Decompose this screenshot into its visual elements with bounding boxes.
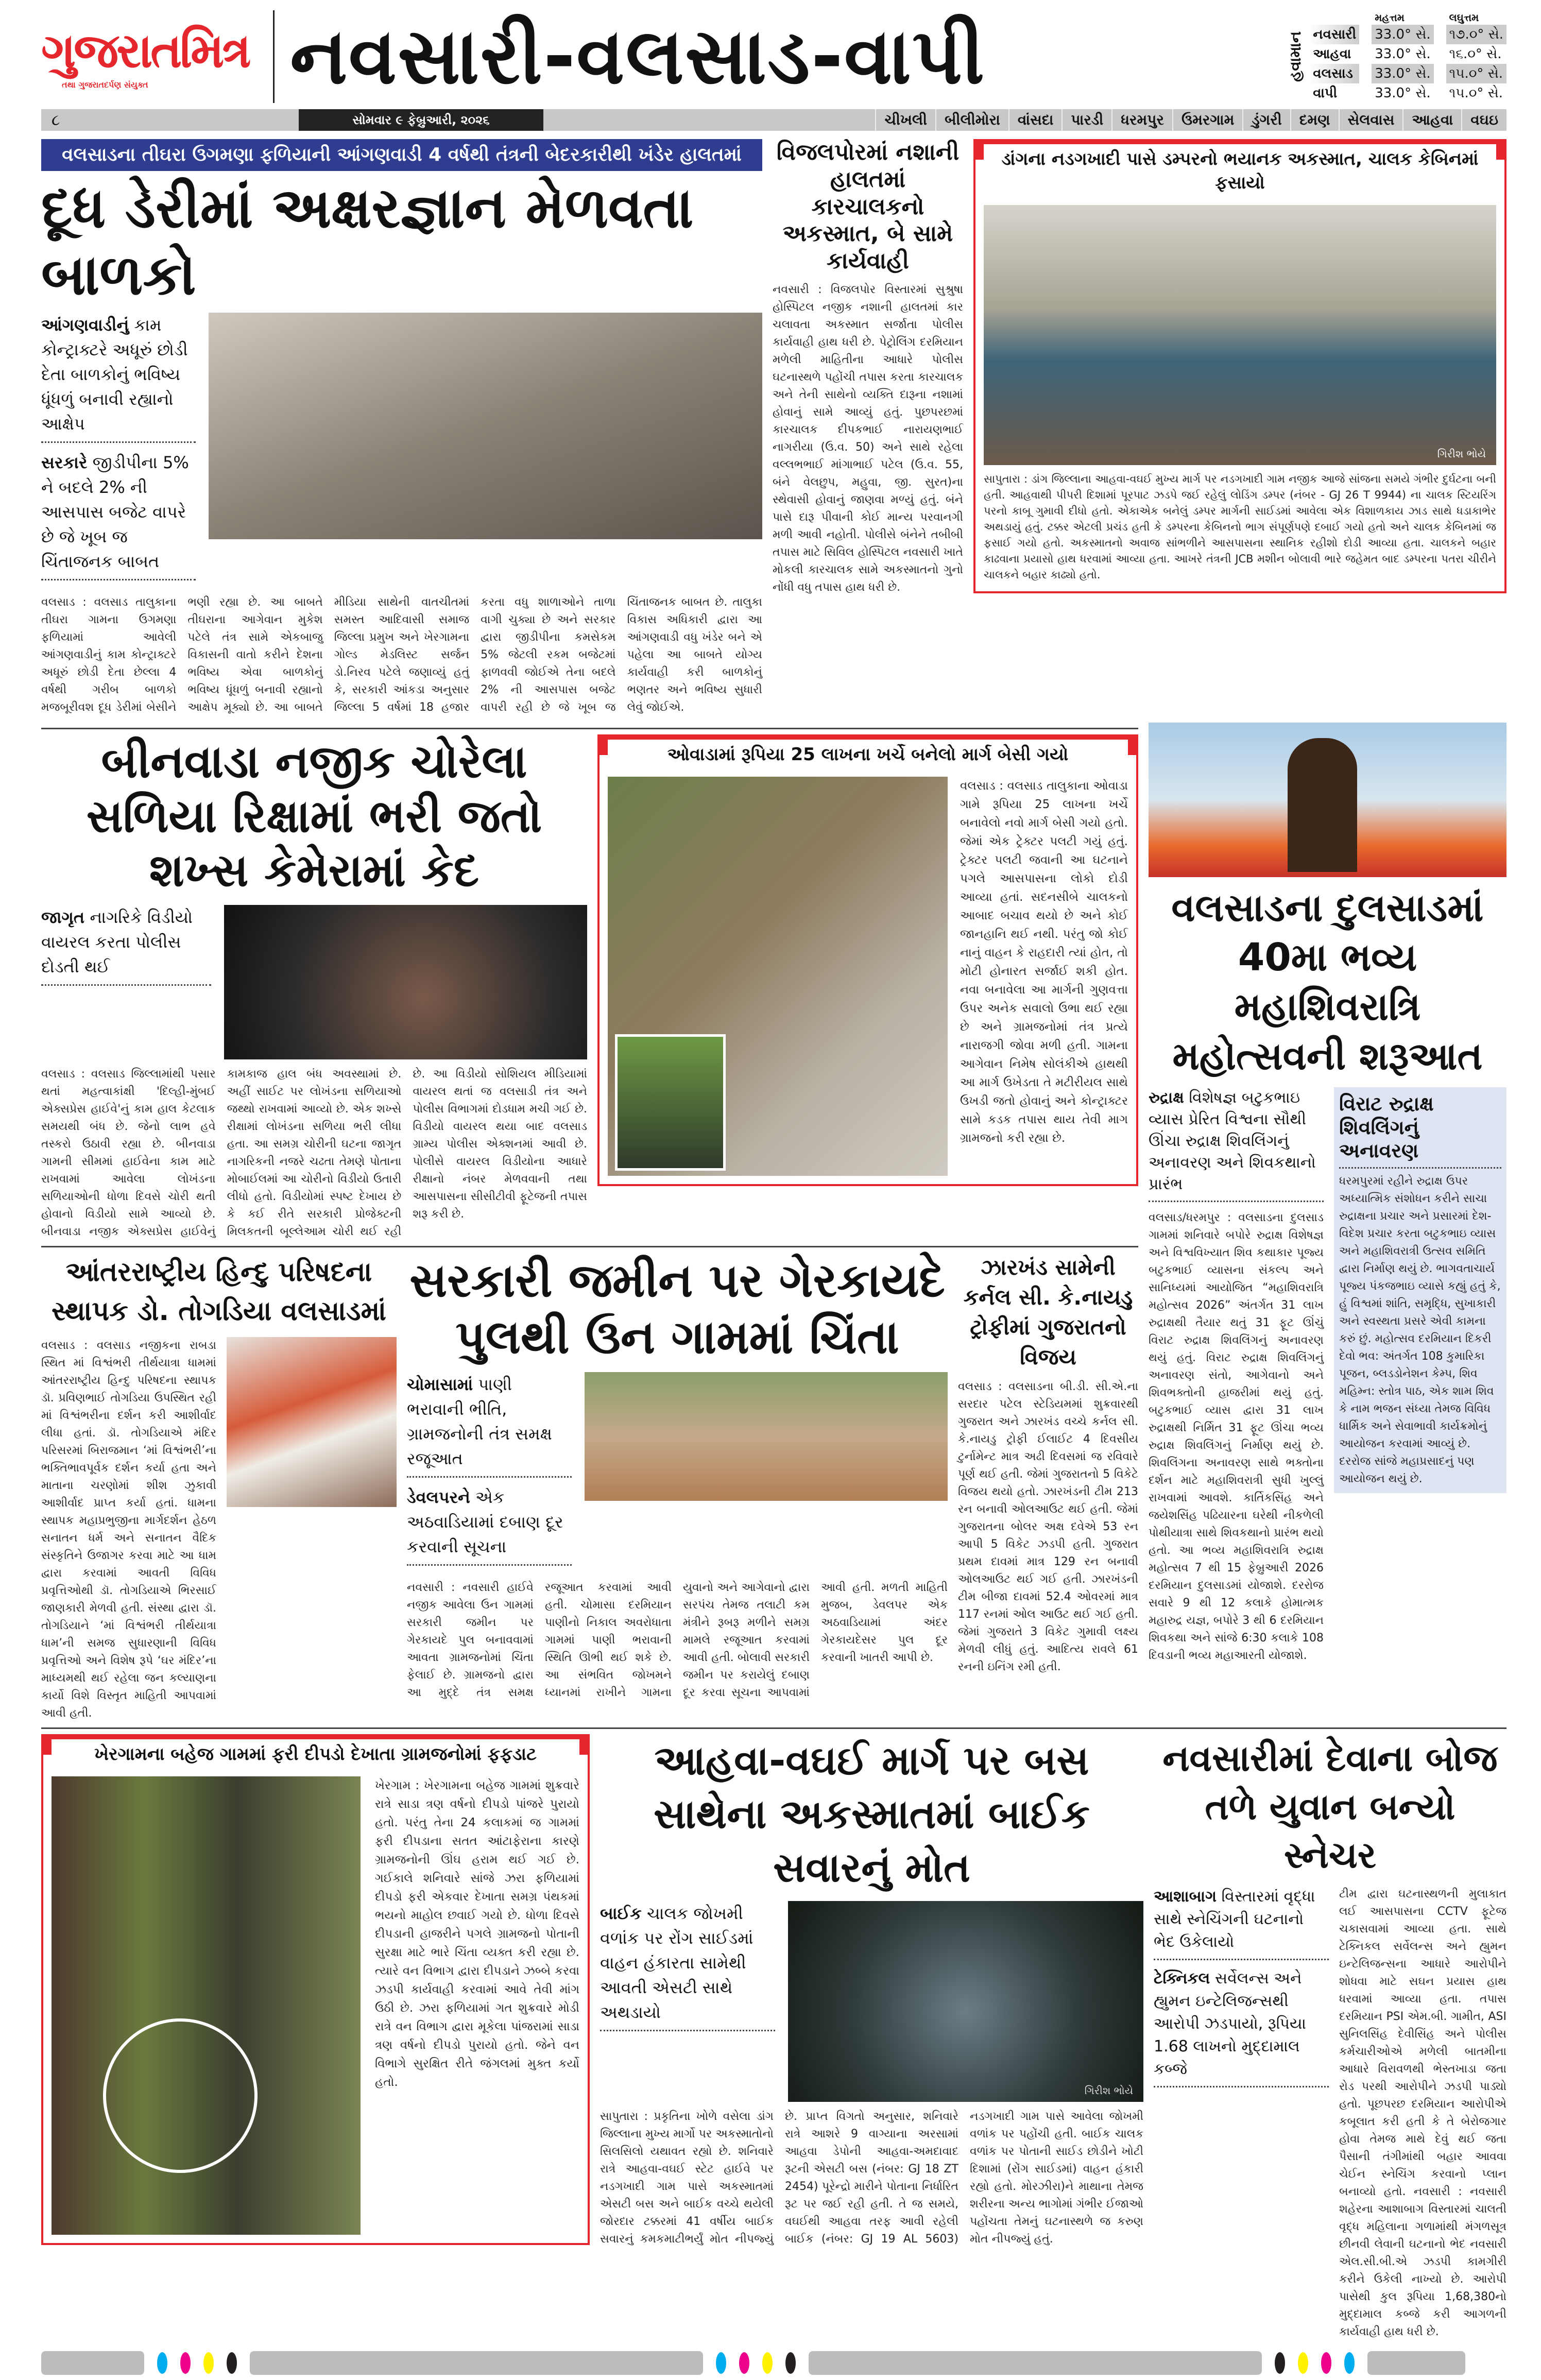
binwada-photo	[224, 905, 587, 1059]
snatcher-headline: નવસારીમાં દેવાના બોજ તળે યુવાન બન્યો સ્નેચર	[1162, 1737, 1498, 1876]
ovada-photo	[608, 777, 948, 1176]
masthead-divider	[273, 10, 275, 103]
weather-row: ૧૭.૦° સે.	[1446, 25, 1506, 44]
snatcher-subhead: આશાબાગ વિસ્તારમાં વૃદ્ધા સાથે સ્નેચિંગની ઘટનાનો ભેદ ઉકેલાયો	[1154, 1886, 1329, 1960]
place-tab: વાંસદા	[1008, 109, 1062, 131]
snatcher-body: ટીમ દ્વારા ઘટનાસ્થળની મુલાકાત લઈ આસપાસના CCTV ફૂટેજ ચકાસવામાં આવ્યા હતા. સાથે ટેક્નિકલ સર્વેલન્સ અને હ્યુમન ઇન્ટેલિજન્સના આધારે આરોપીને શોધવા માટે સઘન પ્રયાસ હાથ ધરવામાં આવ્યા હતા. તપાસ દરમિયાન PSI એમ.બી. ગામીત, ASI સુનિલસિંહ દેવીસિંહ અને પોલીસ કર્મચારીઓએ મળેલી બાતમીના આધારે વિરાવળથી ભેસ્તખાડા જતા રોડ પરથી આરોપીને ઝડપી પાડ્યો હતો. પૂછપરછ દરમિયાન આરોપીએ કબૂલાત કરી હતી કે તે બેરોજગાર હોવા તેમજ માથે દેવું થઈ જતા પૈસાની તંગીમાંથી બહાર આવવા ચેઈન સ્નેચિંગ કરવાનો પ્લાન બનાવ્યો હતો. નવસારી : નવસારી શહેરના આશાબાગ વિસ્તારમાં ચાલતી વૃદ્ધ મહિલાના ગળામાંથી મંગળસૂત્ર છીનવી લેવાની ઘટનાનો ભેદ નવસારી એલ.સી.બી.એ ઝડપી કામગીરી કરીને ઉકેલી નાખ્યો છે. આરોપી પાસેથી કુલ રૂપિયા 1,68,380નો મુદ્દામાલ કબ્જે કરી આગળની કાર્યવાહી હાથ ધરી છે.	[1339, 1887, 1506, 2338]
yellow-mark	[203, 2352, 214, 2374]
row-1	[41, 139, 1506, 716]
weather-row: 33.0° સે.	[1372, 64, 1433, 83]
togadia-photo	[227, 1337, 397, 1507]
ovada-inset-photo	[615, 1034, 726, 1171]
snatcher-story	[1154, 1734, 1506, 2341]
magenta-mark	[180, 2352, 191, 2374]
min-label: લઘુત્તમ	[1449, 11, 1479, 24]
place-tab: બીલીમોરા	[935, 109, 1008, 131]
anganwadi-body: વલસાડ : વલસાડ તાલુકાના તીઘરા ગામના ઉગમણા ફળિયામાં આવેલી આંગણવાડીનું કામ કોન્ટ્રાક્ટરે અધૂરું છોડી દેતા છેલ્લા 4 વર્ષથી ગરીબ બાળકો મજબૂરીવશ દૂધ ડેરીમાં બેસીને ભણી રહ્યા છે. આ બાબતે તીઘરાના આગેવાન મુકેશ પટેલે તંત્ર સામે એકબાજુ વિકાસની વાતો કરીને દેશના ભવિષ્ય એવા બાળકોનું ભવિષ્ય ધૂંધળું બનાવી રહ્યાનો આક્ષેપ મૂક્યો છે. આ બાબતે મીડિયા સાથેની વાતચીતમાં સમસ્ત આદિવાસી સમાજ જિલ્લા પ્રમુખ અને ખેરગામના ગોલ્ડ મેડલિસ્ટ સર્જન ડો.નિરવ પટેલે જણાવ્યું હતું કે, સરકારી આંકડા અનુસાર જિલ્લા 5 વર્ષમાં 18 હજાર કરતા વધુ શાળાઓને તાળા વાગી ચુક્યા છે અને સરકાર દ્વારા જીડીપીના કમસેકમ 5% જેટલી રકમ બજેટમાં ફાળવવી જોઈએ તેના બદલે 2% ની આસપાસ બજેટ વાપરી રહી છે જે ખૂબ જ ચિંતાજનક બાબત છે. તાલુકા વિકાસ અધિકારી દ્વારા આ આંગણવાડી વધુ ખંડેર બને એ પહેલા આ બાબતે યોગ્ય કાર્યવાહી કરી બાળકોનું ભણતર અને ભવિષ્ય સુધારી લેવું જોઈએ.	[41, 596, 762, 714]
weather-row: 33.0° સે.	[1372, 25, 1433, 44]
vijalpor-body: નવસારી : વિજલપોર વિસ્તારમાં સુશ્રુષા હોસ્પિટલ નજીક નશાની હાલતમાં કાર ચલાવતા અકસ્માત સર્જાતા પોલીસ કાર્યવાહી હાથ ધરી છે. પેટ્રોલિંગ દરમિયાન મળેલી માહિતીના આધારે પોલીસ ઘટનાસ્થળે પહોંચી તપાસ કરતા કારચાલક અને તેની સાથેનો વ્યક્તિ દારૂના નશામાં હોવાનું સામે આવ્યું હતું. પુછપરછમાં કારચાલક દીપકભાઈ નારાયણભાઈ નાગરીયા (ઉ.વ. 50) અને સાથે રહેલા વલ્લભભાઈ માંગાભાઈ પટેલ (ઉ.વ. 55, બંને વેલછુપ, મહુવા, જી. સુરત)ના સ્થેવાસી હોવાનું જાણવા મળ્યું હતું. બંને પાસે દારૂ પીવાની કોઈ માન્ય પરવાનગી મળી આવી નહોતી. પોલીસે બંનેને તબીબી તપાસ માટે સિવિલ હોસ્પિટલ નવસારી ખાતે મોકલી કારચાલક સામે અકસ્માતનો ગુનો નોંધી વધુ તપાસ હાથ ધરી છે.	[773, 283, 963, 594]
photo-credit: ગિરીશ ભોયે	[1084, 2084, 1133, 2097]
sidebar-title: વિરાટ રુદ્રાક્ષ શિવલિંગનું અનાવરણ	[1339, 1092, 1501, 1169]
weather-row: ૧૫.૦° સે.	[1446, 64, 1506, 83]
shivratri-sidebar-box	[1334, 1087, 1506, 1493]
weather-row: 33.0° સે.	[1375, 46, 1431, 62]
sarkari-body: નવસારી : નવસારી હાઈવે નજીક આવેલા ઉન ગામમાં સરકારી જમીન પર ગેરકાયદે પુલ બનાવવામાં આવતા ગ્રામજનોમાં ચિંતા ફેલાઈ છે. ગ્રામજનો દ્વારા આ મુદ્દે તંત્ર સમક્ષ રજૂઆત કરવામાં આવી હતી. ચોમાસા દરમિયાન પાણીનો નિકાલ અવરોધાતા ગામમાં પાણી ભરાવાની સ્થિતિ ઊભી થઈ શકે છે. આ સંભવિત જોખમને ધ્યાનમાં રાખીને ગામના યુવાનો અને આગેવાનો દ્વારા સરપંચ તેમજ તલાટી કમ મંત્રીને રૂબરૂ મળીને સમગ્ર મામલે રજૂઆત કરવામાં આવી હતી. બોલાવી સરકારી જમીન પર કરાયેલું દબાણ દૂર કરવા સૂચના આપવામાં આવી હતી. મળતી માહિતી મુજબ, ડેવલપર એક અઠવાડિયામાં અંદર ગેરકાયદેસર પુલ દૂર કરવાની ખાતરી આપી છે.	[407, 1581, 948, 1699]
edition-title: નવસારી-વલસાડ-વાપી	[290, 11, 986, 101]
place-tab: આહવા	[1402, 109, 1461, 131]
divider	[41, 728, 1138, 729]
togadia-headline: આંતરરાષ્ટ્રીય હિન્દુ પરિષદના સ્થાપક ડો. તોગડિયા વલસાડમાં	[51, 1256, 387, 1327]
yellow-mark	[1298, 2352, 1308, 2374]
binwada-body: વલસાડ : વલસાડ જિલ્લામાંથી પસાર થતાં મહત્વાકાંક્ષી 'દિલ્હી-મુંબઈ એક્સપ્રેસ હાઈવે'નું કામ હાલ કેટલાક સમયથી બંધ છે. જેનો લાભ હવે તસ્કરો ઉઠાવી રહ્યા છે. બીનવાડા ગામની સીમમાં હાઈવેના કામ માટે રાખવામાં આવેલા લોખંડના સળિયાઓની ધોળા દિવસે ચોરી થતી હોવાનો વિડીયો સામે આવ્યો છે. બીનવાડા નજીક એક્સપ્રેસ હાઈવેનું કામકાજ હાલ બંધ અવસ્થામાં છે. અહીં સાઈટ પર લોખંડના સળિયાઓ જથ્થો રાખવામાં આવ્યો છે. એક શખ્સે રીક્ષામાં લોખંડના સળિયા ભરી લીધા હતા. આ સમગ્ર ચોરીની ઘટના જાગૃત નાગરિકની નજરે ચઢતા તેમણે પોતાના મોબાઈલમાં આ ચોરીનો વિડીયો ઉતારી લીધો હતો. વિડીયોમાં સ્પષ્ટ દેખાય છે કે કઈ રીતે સરકારી પ્રોજેક્ટની મિલકતની બૂલ્લેઆમ ચોરી થઈ રહી છે. આ વિડીયો સોશિયલ મીડિયામાં વાયરલ થતાં જ વલસાડી તંત્ર અને પોલીસ વિભાગમાં દોડધામ મચી ગઈ છે. વિડીયો વાયરલ થયા બાદ વલસાડ ગ્રામ્ય પોલીસ એક્શનમાં આવી છે. પોલીસે વાયરલ વિડીયોના આધારે રીક્ષાનો નંબર મેળવવાની તથા આસપાસના સીસીટીવી ફૂટેજની તપાસ શરૂ કરી છે.	[41, 1067, 587, 1238]
weather-row: વાપી	[1313, 85, 1338, 101]
jharkhand-body: વલસાડ : વલસાડના બી.ડી. સી.એ.ના સરદાર પટેલ સ્ટેડિયમમાં શુક્રવારથી ગુજરાત અને ઝારખંડ વચ્ચે કર્નલ સી. કે.નાયડુ ટ્રોફી ઈલાઈટ 4 દિવસીય ટુર્નામેન્ટ માત્ર અઢી દિવસમાં જ રવિવારે પૂર્ણ થઈ હતી. જેમાં ગુજરાતનો 5 વિકેટે વિજય થયો હતો. ઝારખંડની ટીમ 213 રન બનાવી ઓલઆઉટ થઈ હતી. જેમાં ગુજરાતના બોલર અક્ષ દવેએ 53 રન આપી 5 વિકેટ ઝડપી હતી. ગુજરાત પ્રથમ દાવમાં માત્ર 129 રન બનાવી ઓલઆઉટ થઈ ગઈ હતી. ઝારખંડની ટીમ બીજા દાવમાં 52.4 ઓવરમાં માત્ર 117 રનમાં ઓલ આઉટ થઈ ગઈ હતી. જેમાં ગુજરાતે 3 વિકેટ ગુમાવી લક્ષ્ય મેળવી લીધું હતું. આદિત્ય રાવલે 61 રનની ઇનિંગ રમી હતી.	[958, 1380, 1138, 1673]
shivratri-subhead: રુદ્રાક્ષ વિશેષજ્ઞ બટુકભાઇ વ્યાસ પ્રેરિત વિશ્વના સૌથી ઊંચા રુદ્રાક્ષ શિવલિંગનું અનાવરણ અને શિવકથાનો પ્રારંભ	[1149, 1087, 1324, 1202]
binwada-story	[41, 734, 587, 1241]
ahwa-headline: આહવા-વઘઈ માર્ગ પર બસ સાથેના અકસ્માતમાં બાઈક સવારનું મોત	[654, 1737, 1090, 1891]
photo-credit: ગિરીશ ભોયે	[1437, 448, 1486, 460]
place-tab: ડુંગરી	[1242, 109, 1290, 131]
shivratri-story	[1149, 723, 1506, 1665]
yellow-mark	[762, 2352, 773, 2374]
black-mark	[1275, 2352, 1285, 2374]
masthead	[41, 10, 1506, 103]
weather-row: વલસાડ	[1310, 64, 1359, 83]
leopard-photo	[52, 1776, 361, 2235]
place-tab: દમણ	[1290, 109, 1339, 131]
registration-bar	[41, 2351, 144, 2375]
cyan-mark	[157, 2352, 167, 2374]
highlight-circle	[103, 2018, 258, 2173]
dumper-story-box	[973, 139, 1506, 593]
newspaper-logo: ગુજરાતમિત્ર તથા ગુજરાતદર્પણ સંયુક્ત	[41, 23, 249, 90]
registration-bar	[250, 2351, 703, 2375]
ovada-body: વલસાડ : વલસાડ તાલુકાના ઓવાડા ગામે રૂપિયા 25 લાખના ખર્ચે બનાવેલો નવો માર્ગ બેસી ગયો હતો. જેમાં એક ટ્રેક્ટર પલટી ગયું હતું. ટ્રેક્ટર પલટી જવાની આ ઘટનાને પગલે આસપાસના લોકો દોડી આવ્યા હતાં. સદનસીબે ચાલકનો આબાદ બચાવ થયો છે અને કોઈ જાનહાનિ થઈ નથી. પરંતુ જો કોઈ નાનું વાહન કે રાહદારી ત્યાં હોત, તો મોટી હોનારત સર્જાઈ શકી હોત. નવા બનાવેલા આ માર્ગની ગુણવત્તા ઉપર અનેક સવાલો ઉભા થઈ રહ્યા છે અને ગ્રામજનોમાં તંત્ર પ્રત્યે નારાજગી જોવા મળી હતી. ગામના આગેવાન નિમેષ સોલંકીએ હાથથી આ માર્ગ ઉખેડતા તે મટીરીયલ સાથે ઉખડી જતો હોવાનું અને કોન્ટ્રાક્ટર સામે કડક તપાસ થાય તેવી માગ ગ્રામજનો કરી રહ્યા છે.	[960, 779, 1128, 1145]
page-number: ૮	[52, 111, 60, 129]
sarkari-subhead: ડેવલપરને એક અઠવાડિયામાં દબાણ દૂર કરવાની સૂચના	[407, 1485, 572, 1566]
registration-strip	[41, 2351, 1506, 2375]
place-tab: ચીખલી	[875, 109, 935, 131]
cyan-mark	[716, 2352, 726, 2374]
anganwadi-subhead: આંગણવાડીનું કામ કોન્ટ્રાક્ટરે અધૂરું છોડી દેતા બાળકોનું ભવિષ્ય ધૂંધળું બનાવી રહ્યાનો આક્ષેપ	[41, 313, 196, 443]
row-2	[41, 734, 1138, 1241]
place-list	[543, 109, 1506, 131]
anganwadi-kicker: વલસાડના તીઘરા ઉગમણા ફળિયાની આંગણવાડી 4 વર્ષથી તંત્રની બેદરકારીથી ખંડેર હાલતમાં	[41, 139, 762, 171]
anganwadi-photo	[209, 313, 762, 539]
binwada-subhead: જાગૃત નાગરિકે વિડીયો વાયરલ કરતા પોલીસ દોડતી થઈ	[41, 905, 211, 986]
divider	[41, 1246, 1138, 1247]
leopard-body: ખેરગામ : ખેરગામના બહેજ ગામમાં શુક્રવારે રાત્રે સાડા ત્રણ વર્ષનો દીપડો પાંજરે પુરાયો હતો. પરંતુ તેના 24 કલાકમાં જ ગામમાં ફરી દીપડાના સતત આંટાફેરાના કારણે ગ્રામજનોની ઊંઘ હરામ થઈ ગઈ છે. ગઈકાલે શનિવારે સાંજે ઝરા ફળિયામાં દીપડો ફરી એકવાર દેખાતા સમગ્ર પંથકમાં ભયનો માહોલ છવાઈ ગયો છે. ધોળા દિવસે દીપડાની હાજરીને પગલે ગ્રામજનો પોતાની સુરક્ષા માટે ભારે ચિંતા વ્યક્ત કરી રહ્યા છે. ત્યારે વન વિભાગ દ્વારા દીપડાને ઝબ્બે કરવા ઝડપી કાર્યવાહી કરવામાં આવે તેવી માંગ ઉઠી છે. ઝરા ફળિયામાં ગત શુક્રવારે મોડી રાત્રે વન વિભાગ દ્વારા મૂકેલા પાંજરામાં સાડા ત્રણ વર્ષનો દીપડો પુરાયો હતો. જેને વન વિભાગે સુરક્ષિત રીતે જંગલમાં મુક્ત કર્યો હતો.	[375, 1778, 579, 2089]
sarkari-headline: સરકારી જમીન પર ગેરકાયદે પુલથી ઉન ગામમાં ચિંતા	[409, 1253, 945, 1364]
weather-row: ૧૫.૦° સે.	[1449, 85, 1503, 101]
togadia-body: વલસાડ : વલસાડ નજીકના રાબડા સ્થિત માં વિશ્વંભરી તીર્થયાત્રા ધામમાં આંતરરાષ્ટ્રીય હિન્દુ પરિષદના સ્થાપક ડૉ. પ્રવિણભાઈ તોગડિયા ઉપસ્થિત રહી માં વિશ્વંભરીના દર્શન કરી આશીર્વાદ લીધા હતાં. ડૉ. તોગડિયાએ મંદિર પરિસરમાં બિરાજમાન ‘માં વિશ્વંભરી’ના ભક્તિભાવપૂર્વક દર્શન કર્યા હતા અને માતાના ચરણોમાં શીશ ઝુકાવી આશીર્વાદ પ્રાપ્ત કર્યા હતાં. ધામના સ્થાપક મહાપ્રભુજીના માર્ગદર્શન હેઠળ સનાતન ધર્મ અને સનાતન વૈદિક સંસ્કૃતિને ઉજાગર કરવા માટે આ ધામ દ્વારા કરવામાં આવતી વિવિધ પ્રવૃત્તિઓથી ડૉ. તોગડિયાએ ભિરસાઈ જાણકારી મેળવી હતી. સંસ્થા દ્વારા ડૉ. તોગડિયાને ‘માં વિશ્વંભરી તીર્થયાત્રા ધામ’ની સમજ સુધારણાની વિવિધ પ્રવૃત્તિઓ અને વિશેષ રૂપે ‘ઘર મંદિર’ના માધ્યમથી થઈ રહેલા જન કલ્યાણના કાર્યો વિશે વિસ્તૃત માહિતી આપવામાં આવી હતી.	[41, 1339, 216, 1720]
weather-row: નવસારી	[1310, 25, 1359, 44]
anganwadi-subhead: સરકારે જીડીપીના 5% ને બદલે 2% ની આસપાસ બજેટ વાપરે છે જે ખૂબ જ ચિંતાજનક બાબત	[41, 450, 196, 580]
ahwa-body: સાપુતારા : પ્રકૃતિના ખોળે વસેલા ડાંગ જિલ્લાના મુખ્ય માર્ગો પર અકસ્માતોનો સિલસિલો યથાવત રહ્યો છે. શનિવારે રાત્રે આહવા-વઘઈ સ્ટેટ હાઈવે પર નડગખાદી ગામ પાસે અકસ્માતમાં એસટી બસ અને બાઈક વચ્ચે થયેલી જોરદાર ટક્કરમાં 41 વર્ષીય બાઈક સવારનું કમકમાટીભર્યું મોત નીપજ્યું છે. પ્રાપ્ત વિગતો અનુસાર, શનિવારે રાત્રે આશરે 9 વાગ્યાના અરસામાં આહવા ડેપોની આહવા-અમદાવાદ રૂટની એસટી બસ (નંબર: GJ 18 ZT 2454) પૂરેન્દ્રો મારીને પોતાના નિર્ધારિત રૂટ પર જઈ રહી હતી. તે જ સમયે, વઘઈથી આહવા તરફ આવી રહેલી બાઈક (નંબર: GJ 19 AL 5603) નડગખાદી ગામ પાસે આવેલા જોખમી વળાંક પર પહોંચી હતી. બાઈક ચાલક વળાંક પર પોતાની સાઈડ છોડીને ખોટી દિશામાં (રોંગ સાઈડમાં) વાહન હંકારી રહ્યો હતો. મોરઝીરા)ને માથાના તેમજ શરીરના અન્ય ભાગોમાં ગંભીર ઈજાઓ પહોંચતા તેમનું ઘટનાસ્થળે જ કરુણ મોત નીપજ્યું હતું.	[600, 2110, 1143, 2246]
shivratri-body: વલસાડ/ધરમપુર : વલસાડના દુલસાડ ગામમાં શનિવારે બપોરે રુદ્રાક્ષ વિશેષજ્ઞ અને વિશ્વવિખ્યાત શિવ કથાકાર પૂજ્ય બટુકભાઈ વ્યાસના સંકલ્પ અને સાનિધ્યમાં આયોજિત “મહાશિવરાત્રિ મહોત્સવ 2026” અંતર્ગત 31 લાખ રુદ્રાક્ષથી તૈયાર થતું 31 ફૂટ ઊંચું વિરાટ રુદ્રાક્ષ શિવલિંગનું અનાવરણ થયું હતું. વિરાટ રુદ્રાક્ષ શિવલિંગનું અનાવરણ સંતો, આગેવાનો અને શિવભક્તોની હાજરીમાં થયું હતું. બટુકભાઈ વ્યાસ દ્વારા 31 લાખ રુદ્રાક્ષથી નિર્મિત 31 ફૂટ ઊંચા ભવ્ય રુદ્રાક્ષ શિવલિંગનું નિર્માણ થયું છે. શિવલિંગના અનાવરણ સાથે ભક્તોના દર્શન માટે મહાશિવરાત્રી સુધી ખુલ્લું રાખવામાં આવશે. કાર્તિકસિંહ અને જયેશસિંહ પઢિયારના ઘરેથી નીકળેલી પોથીયાત્રા સાથે શિવકથાનો પ્રારંભ થયો હતો. આ ભવ્ય મહાશિવરાત્રિ રુદ્રાક્ષ મહોત્સવ 7 થી 15 ફેબ્રુઆરી 2026 દરમિયાન દુલસાડમાં યોજાશે. દરરોજ સવારે 9 થી 12 કલાકે હોમાત્મક મહારુદ્ર યજ્ઞ, બપોરે 3 થી 6 દરમિયાન શિવકથા અને સાંજે 6:30 કલાકે 108 દિવડાની ભવ્ય મહાઆરતી યોજાશે.	[1149, 1211, 1324, 1663]
togadia-story	[41, 1253, 397, 1722]
weather-box	[1287, 10, 1506, 103]
place-tab: ઉમરગામ	[1172, 109, 1242, 131]
registration-bar	[809, 2351, 1262, 2375]
place-tab: ધરમપુર	[1111, 109, 1172, 131]
magenta-mark	[1321, 2352, 1331, 2374]
anganwadi-story	[41, 139, 762, 716]
leopard-headline: ખેરગામના બહેજ ગામમાં ફરી દીપડો દેખાતા ગ્રામજનોમાં ફફડાટ	[52, 1739, 579, 1769]
weather-row: 33.0° સે.	[1375, 85, 1431, 101]
binwada-headline: બીનવાડા નજીક ચોરેલા સળિયા રિક્ષામાં ભરી જતો શખ્સ કેમેરામાં કેદ	[86, 735, 542, 897]
vijalpor-story	[773, 139, 963, 596]
sidebar-body: ધરમપુરમાં રહીને રુદ્રાક્ષ ઉપર અધ્યાત્મિક સંશોધન કરીને સાચા રુદ્રાક્ષના પ્રચાર અને પ્રસારમાં દેશ-વિદેશ પ્રચાર કરતા બટુકભાઇ વ્યાસ અને મહાશિવરાત્રી ઉત્સવ સમિતિ દ્વારા નિર્માણ થયું છે. ભાગવતાચાર્ય પૂજ્ય પંકજભાઇ વ્યાસે કહ્યું હતું કે, હું વિશ્વમાં શાંતિ, સમૃદ્ધિ, સુખાકારી અને સ્વસ્થતા પ્રસરે એવી કામના કરું છું. મહોત્સવ દરમિયાન દિકરી દેવો ભવ: અંતર્ગત 108 કુમારિકા પૂજન, બ્લડડોનેશન કેમ્પ, શિવ મહિમ્ન: સ્તોત્ર પાઠ, એક શામ શિવ કે નામ ભજન સંધ્યા તેમજ વિવિધ ધાર્મિક અને સેવાભાવી કાર્યક્રમોનું આયોજન કરવામાં આવ્યું છે. દરરોજ સાંજે મહાપ્રસાદનું પણ આયોજન થયું છે.	[1339, 1174, 1501, 1485]
section-bar	[41, 109, 1506, 131]
issue-date: સોમવાર ૯ ફેબ્રુઆરી, ૨૦૨૬	[299, 109, 543, 131]
ahwa-subhead: બાઈક ચાલક જોખમી વળાંક પર રોંગ સાઈડમાં વાહન હંકારતા સામેથી આવતી એસટી સાથે અથડાયો	[600, 1901, 775, 2031]
row-4	[41, 1734, 1506, 2341]
max-label: મહત્તમ	[1375, 11, 1405, 24]
sarkari-story	[407, 1253, 948, 1702]
dumper-body: સાપુતારા : ડાંગ જિલ્લાના આહવા-વઘઈ મુખ્ય માર્ગ પર નડગખાદી ગામ નજીક આજે સાંજના સમયે ગંભીર દુર્ઘટના બની હતી. આહવાથી પીપરી દિશામાં પૂરપાટ ઝડપે જઈ રહેલું લોડિંગ ડમ્પર (નંબર - GJ 26 T 9944) ના ચાલક સ્ટિયરિંગ પરનો કાબૂ ગુમાવી દીધો હતો. એકાએક બનેલું ડમ્પર માર્ગની સાઈડમાં આવેલા એક વિશાળકાય ઝાડ સાથે ધડાકાભેર અથડાયું હતું. ટક્કર એટલી પ્રચંડ હતી કે ડમ્પરના કેબિનનો ભાગ સંપૂર્ણપણે દબાઈ ગયો હતો અને ચાલક કેબિનમાં જ ફસાઈ ગયો હતો. અકસ્માતનો અવાજ સાંભળીને આસપાસના સ્થાનિક રહીશો દોડી આવ્યા હતા. ચાલકને બહાર કાઢવાના પ્રયાસો હાથ ધરવામાં આવ્યા હતા. આખરે તંત્રની JCB મશીન બોલાવી ભારે જહેમત બાદ ડમ્પરના પતરા ચીરીને ચાલકને બહાર કાઢ્યો હતો.	[984, 473, 1496, 581]
place-tab: વઘઇ	[1461, 109, 1506, 131]
ahwa-photo	[788, 1901, 1143, 2102]
cyan-mark	[1344, 2352, 1355, 2374]
shivling-photo	[1149, 723, 1506, 877]
dumper-headline: ડાંગના નડગખાદી પાસે ડમ્પરનો ભયાનક અકસ્માત, ચાલક કેબિનમાં ફસાયો	[984, 144, 1496, 198]
row-3	[41, 1253, 1138, 1722]
place-tab: પારડી	[1061, 109, 1111, 131]
sarkari-photo	[585, 1372, 948, 1501]
vijalpor-headline: વિજલપોરમાં નશાની હાલતમાં કારચાલકનો અકસ્માત, બે સામે કાર્યવાહી	[776, 139, 960, 275]
weather-row: આહવા	[1313, 46, 1351, 62]
jharkhand-story	[958, 1253, 1138, 1676]
divider	[41, 1727, 1506, 1729]
anganwadi-headline: દૂધ ડેરીમાં અક્ષરજ્ઞાન મેળવતા બાળકો	[41, 176, 694, 307]
place-tab: સેલવાસ	[1339, 109, 1403, 131]
jharkhand-headline: ઝારખંડ સામેની કર્નલ સી. કે.નાયડુ ટ્રોફીમાં ગુજરાતનો વિજય	[963, 1254, 1133, 1369]
ovada-story-box	[597, 734, 1138, 1186]
black-mark	[227, 2352, 237, 2374]
ovada-headline: ઓવાડામાં રૂપિયા 25 લાખના ખર્ચે બનેલો માર્ગ બેસી ગયો	[608, 740, 1128, 769]
dumper-photo	[984, 205, 1496, 465]
magenta-mark	[739, 2352, 749, 2374]
ahwa-story	[600, 1734, 1143, 2248]
rows-2-3	[41, 723, 1506, 1722]
shivratri-headline: વલસાડના દુલસાડમાં 40મા ભવ્ય મહાશિવરાત્રિ મહોત્સવની શરૂઆત	[1171, 886, 1484, 1079]
leopard-story-box	[41, 1734, 590, 2245]
weather-row: ૧૬.૦° સે.	[1449, 46, 1502, 62]
black-mark	[785, 2352, 796, 2374]
registration-bar	[1367, 2351, 1465, 2375]
weather-label: હવામાન	[1287, 31, 1305, 82]
snatcher-subhead: ટેક્નિકલ સર્વેલન્સ અને હ્યુમન ઇન્ટેલિજન્સથી આરોપી ઝડપાયો, રૂપિયા 1.68 લાખનો મુદ્દામાલ કબ્જે	[1154, 1967, 1329, 2087]
sarkari-subhead: ચોમાસામાં પાણી ભરાવાની ભીતિ, ગ્રામજનોની તંત્ર સમક્ષ રજૂઆત	[407, 1372, 572, 1478]
